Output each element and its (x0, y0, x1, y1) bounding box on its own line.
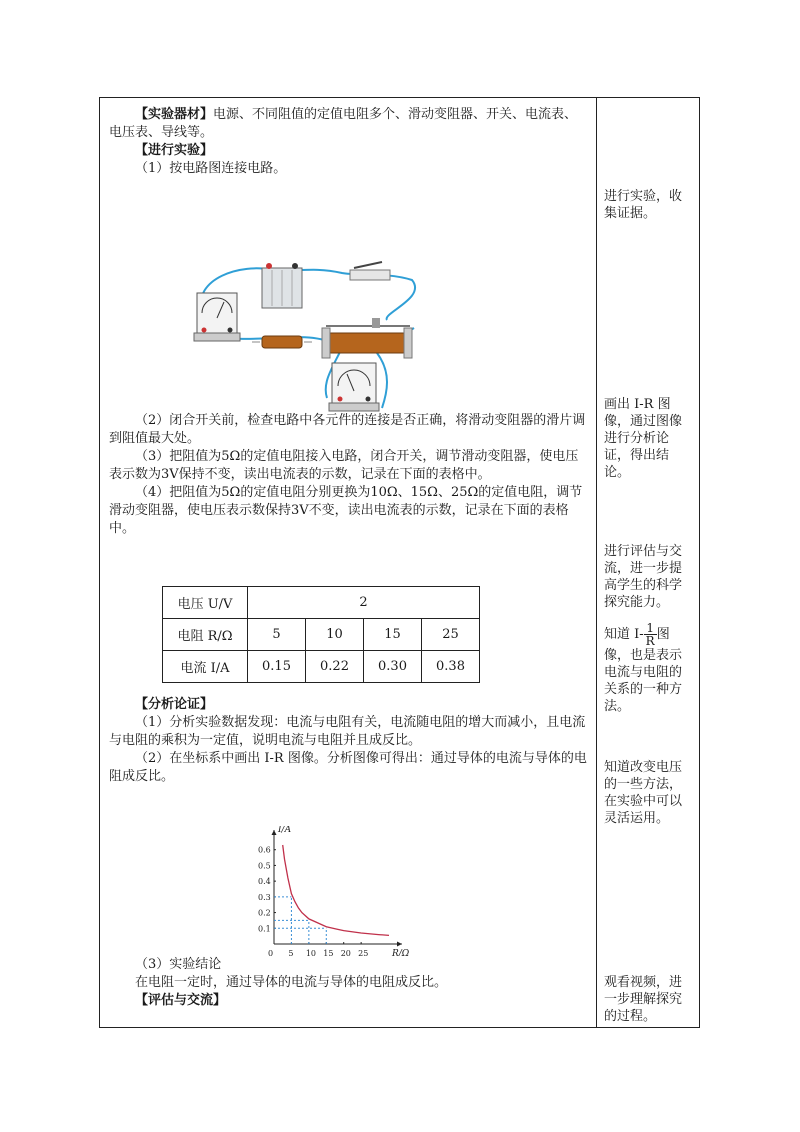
y-tick-label: 0.6 (258, 845, 271, 855)
analysis-section (109, 696, 589, 786)
materials-paragraph (109, 106, 589, 142)
analysis-heading: 【分析论证】 (135, 697, 214, 712)
table-header-cell: 电流 I/A (163, 651, 248, 683)
side-note-1: 进行实验，收集证据。 (604, 189, 683, 221)
x-tick-label: 5 (288, 949, 294, 956)
analysis-paragraph-2: （2）在坐标系中画出 I-R 图像。分析图像可得出：通过导体的电流与导体的电阻成反比。 (109, 751, 587, 784)
materials-heading: 【实验器材】 (135, 107, 214, 122)
y-tick-label: 0.1 (258, 924, 271, 934)
table-cell: 0.30 (364, 651, 422, 683)
conclusion-label: （3）实验结论 (135, 957, 222, 972)
table-cell: 0.38 (422, 651, 480, 683)
lesson-table-frame (99, 97, 700, 1028)
materials-text: 电源、不同阻值的定值电阻多个、滑动变阻器、开关、电流表、电压表、导线等。 (109, 107, 578, 140)
circuit-illustration (182, 258, 432, 423)
x-tick-label: 10 (305, 949, 317, 956)
table-cell: 15 (364, 619, 422, 651)
switch (350, 262, 390, 280)
table-cell: 0.15 (248, 651, 306, 683)
table-header-cell: 电压 U/V (163, 587, 248, 619)
side-note-4-prefix: 知道 I- (604, 627, 644, 642)
conclusion-section (109, 956, 589, 1010)
wire (377, 353, 387, 408)
side-note-4 (604, 622, 692, 715)
battery (262, 263, 302, 308)
y-tick-label: 0.2 (258, 908, 271, 918)
procedure-step-1: （1）按电路图连接电路。 (135, 161, 287, 176)
procedure-step-4: （4）把阻值为5Ω的定值电阻分别更换为10Ω、15Ω、25Ω的定值电阻，调节滑动变阻器，使电压表示数保持3V不变，读出电流表的示数，记录在下面的表格中。 (109, 485, 583, 536)
y-tick-label: 0.5 (258, 861, 271, 871)
procedure-step-2: （2）闭合开关前，检查电路中各元件的连接是否正确，将滑动变阻器的滑片调到阻值最大处。 (109, 413, 586, 446)
column-divider (596, 98, 597, 1027)
procedure-steps (109, 412, 589, 538)
x-tick-label: 25 (358, 949, 369, 956)
table-cell: 2 (248, 587, 480, 619)
table-row (163, 619, 480, 651)
x-axis-label: R/Ω (392, 949, 410, 956)
x-tick-label: 0 (268, 949, 274, 956)
table-cell: 5 (248, 619, 306, 651)
ammeter (329, 363, 379, 411)
fraction-numerator: 1 (644, 622, 657, 635)
main-column (109, 106, 589, 178)
x-axis-arrow (397, 942, 402, 947)
series-line (283, 845, 389, 935)
procedure-step-3: （3）把阻值为5Ω的定值电阻接入电路，闭合开关，调节滑动变阻器，使电压表示数为3V保持不变，读出电流表的示数，记录在下面的表格中。 (109, 449, 579, 482)
side-note-5: 知道改变电压的一些方法，在实验中可以灵活运用。 (604, 760, 683, 826)
x-tick-label: 20 (340, 949, 351, 956)
side-note-2: 画出 I-R 图像，通过图像进行分析论证，得出结论。 (604, 397, 683, 480)
data-table (162, 586, 480, 683)
evaluation-heading: 【评估与交流】 (135, 993, 227, 1008)
sliding-rheostat (322, 318, 412, 358)
table-row (163, 587, 480, 619)
conclusion-text: 在电阻一定时，通过导体的电流与导体的电阻成反比。 (135, 975, 448, 990)
side-note-6: 观看视频，进一步理解探究的过程。 (604, 975, 683, 1024)
y-tick-label: 0.3 (258, 892, 271, 902)
side-note-4-suffix: 图 (656, 627, 670, 642)
table-cell: 25 (422, 619, 480, 651)
side-note-3: 进行评估与交流，进一步提高学生的科学探究能力。 (604, 544, 683, 610)
procedure-heading: 【进行实验】 (135, 143, 214, 158)
y-axis-arrow (272, 830, 277, 835)
table-cell: 0.22 (306, 651, 364, 683)
y-tick-label: 0.4 (258, 877, 271, 887)
fraction (644, 622, 657, 647)
side-note-4-rest: 像，也是表示电流与电阻的关系的一种方法。 (604, 648, 683, 714)
ir-chart (246, 826, 416, 956)
table-cell: 10 (306, 619, 364, 651)
voltmeter (194, 293, 240, 341)
table-header-cell: 电阻 R/Ω (163, 619, 248, 651)
analysis-paragraph-1: （1）分析实验数据发现：电流与电阻有关，电流随电阻的增大而减小，且电流与电阻的乘积为一定值，说明电流与电阻并且成反比。 (109, 715, 586, 748)
fraction-denominator: R (645, 634, 655, 648)
y-axis-label: I/A (278, 826, 292, 835)
table-row (163, 651, 480, 683)
x-tick-label: 15 (323, 949, 334, 956)
